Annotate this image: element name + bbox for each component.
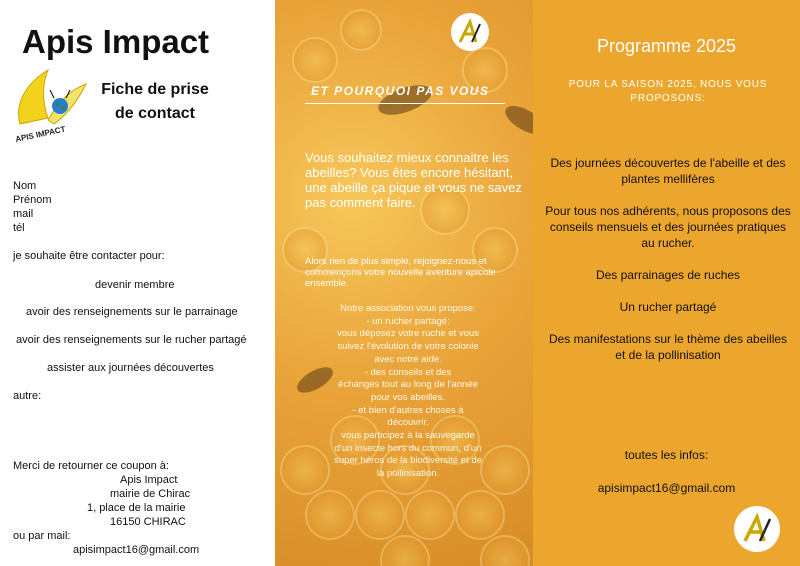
offer-line: - un rucher partagé:: [366, 315, 450, 327]
subtitle: Fiche de prise de contact: [101, 81, 209, 122]
field-mail: mail: [13, 208, 34, 220]
offer-line: Notre association vous propose:: [340, 303, 476, 314]
offer-line: vous déposez votre ruche et vous: [336, 328, 480, 340]
field-tel: tél: [13, 222, 25, 234]
program-item: Un rucher partagé: [619, 300, 717, 314]
option-membre: devenir membre: [95, 279, 175, 291]
offer-line: suivez l'évolution de votre colonie: [337, 341, 479, 353]
address-line: Apis Impact: [120, 474, 178, 486]
address-line: 1, place de la mairie: [87, 502, 186, 514]
contact-form-panel: [0, 0, 275, 566]
heading-divider: [305, 103, 505, 104]
contact-email: apisimpact16@gmail.com: [73, 544, 200, 556]
offer-line: super héros de la biodiversité et de: [334, 455, 482, 467]
mail-label: ou par mail:: [13, 530, 71, 542]
offer-list: [293, 303, 523, 481]
offer-line: pour vos abeilles.: [371, 391, 445, 403]
offer-line: la pollinisation.: [376, 468, 440, 480]
offer-line: vous participez à la sauvegarde: [341, 430, 475, 442]
program-items: [543, 155, 793, 379]
contact-prompt: je souhaite être contacter pour:: [13, 250, 165, 262]
ap-logo-icon: [450, 12, 490, 52]
address-line: 16150 CHIRAC: [110, 516, 186, 528]
program-item: Des journées découvertes de l'abeille et des plantes mellifères: [550, 156, 786, 186]
invitation-heading: ET POURQUOI PAS VOUS: [311, 84, 490, 98]
program-item: Des manifestations sur le thème des abeilles et de la pollinisation: [548, 332, 788, 362]
return-text: Merci de retourner ce coupon à:: [13, 460, 169, 472]
address-line: mairie de Chirac: [110, 488, 191, 500]
program-title: Programme 2025: [596, 36, 737, 56]
offer-line: découvrir.: [387, 417, 429, 429]
field-prenom: Prénom: [13, 194, 52, 206]
option-journees: assister aux journées découvertes: [47, 362, 214, 374]
program-item: Des parrainages de ruches: [595, 268, 741, 282]
option-rucher: avoir des renseignements sur le rucher partagé: [16, 334, 247, 346]
page-title: Apis Impact: [22, 23, 210, 60]
offer-line: échanges tout au long de l'année: [338, 379, 478, 391]
offer-line: - des conseils et des: [364, 366, 452, 378]
program-item: Pour tous nos adhérents, nous proposons des conseils mensuels et des journées pratiques au rucher.: [545, 204, 791, 250]
program-email: apisimpact16@gmail.com: [597, 481, 736, 495]
option-parrainage: avoir des renseignements sur le parrainage: [26, 306, 238, 318]
offer-line: avec notre aide.: [374, 353, 442, 365]
program-panel: [533, 0, 800, 566]
svg-text:APIS IMPACT: APIS IMPACT: [14, 124, 67, 144]
program-intro: POUR LA SAISON 2025, NOUS VOUS PROPOSONS:: [568, 79, 768, 104]
offer-line: d'un insecte hors du commun, d'un: [334, 442, 482, 454]
apis-impact-logo: [8, 62, 100, 154]
infos-label: toutes les infos:: [624, 448, 709, 462]
invitation-lead: Vous souhaitez mieux connaitre les abeilles? Vous êtes encore hésitant, une abeille ça pique et vous ne savez pas comment faire.: [305, 150, 522, 210]
invitation-join: Alors rien de plus simple, rejoignez-nous et commençons votre nouvelle aventure apicole ensemble.: [305, 256, 496, 289]
offer-line: - et bien d'autres choses à: [352, 404, 464, 416]
other-label: autre:: [13, 390, 42, 402]
field-nom: Nom: [13, 180, 37, 192]
ap-logo-icon: [733, 505, 781, 553]
invitation-panel: [275, 0, 533, 566]
